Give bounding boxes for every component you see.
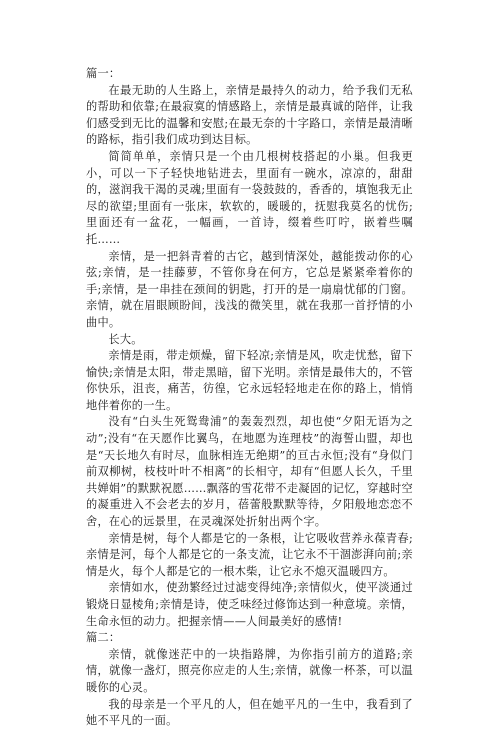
paragraph: 亲情，是一把斜青着的古它，越到情深处，越能拨动你的心弦;亲情，是一挂藤萝，不管你身在何方，它总是紧紧牵着你的手;亲情，是一串挂在颈间的钥匙，打开的是一扇扇忧郁的门窗。亲情，就在眉眼顾盼间，浅浅的微笑里，就在我那一首抒情的小曲中。 bbox=[86, 249, 413, 329]
paragraph: 亲情，就像迷茫中的一块指路牌，为你指引前方的道路;亲情，就像一盏灯，照亮你应走的人生;亲情，就像一杯茶，可以温暖你的心灵。 bbox=[86, 647, 413, 694]
paragraph: 我的母亲是一个平凡的人，但在她平凡的一生中，我看到了她不平凡的一面。 bbox=[86, 697, 413, 728]
document-body bbox=[86, 66, 413, 730]
paragraph: 简简单单，亲情只是一个由几根树枝搭起的小巢。但我更小，可以一下子轻快地钻进去，里面有一碗水，凉凉的，甜甜的，滋润我干渴的灵魂;里面有一袋鼓鼓的，香香的，填饱我无止尽的欲望;里面有一张床，软软的，暖暖的，抚慰我莫名的忧伤;里面还有一盆花，一幅画，一首诗，缀着些叮咛，嵌着些嘱托…… bbox=[86, 149, 413, 246]
paragraph: 亲情是树，每个人都是它的一条根，让它吸收营养永葆青春;亲情是河，每个人都是它的一条支流，让它永不干涸澎湃向前;亲情是火，每个人都是它的一根木柴，让它永不熄灭温暖四方。 bbox=[86, 531, 413, 578]
paragraph: 亲情如水，使劲繁经过过滤变得纯净;亲情似火，使平淡通过锻烧日显棱角;亲情是诗，使乏味经过修饰达到一种意境。亲情，生命永恒的动力。把握亲情——人间最美好的感情! bbox=[86, 581, 413, 628]
paragraph: 没有“白头生死鸳鸯浦”的轰轰烈烈，却也使“夕阳无语为之动”;没有“在天愿作比翼鸟，在地愿为连理枝”的海誓山盟，却也是“天长地久有时尽，血脉相连无绝期”的亘古永恒;没有“身似门前双柳树，枝枝叶叶不相离”的长相守，却有“但愿人长久，千里共婵娟”的默默祝愿……飘落的雪花带不走凝固的记忆，穿越时空的凝重进入不会老去的岁月，蓓蕾般默默等待，夕阳般地恋恋不舍，在心的远景里，在灵魂深处折射出两个字。 bbox=[86, 415, 413, 529]
paragraph: 长大。 bbox=[108, 332, 143, 346]
paragraph: 亲情是雨，带走烦燥，留下轻凉;亲情是风，吹走忧愁，留下愉快;亲情是太阳，带走黑暗，留下光明。亲情是最伟大的，不管你快乐，沮丧，痛苦，彷徨，它永远轻轻地走在你的路上，悄悄地伴着你的一生。 bbox=[86, 349, 413, 412]
paragraph: 在最无助的人生路上，亲情是最持久的动力，给予我们无私的帮助和依靠;在最寂寞的情感路上，亲情是最真诚的陪伴，让我们感受到无比的温馨和安慰;在最无奈的十字路口，亲情是最清晰的路标，指引我们成功到达目标。 bbox=[86, 83, 413, 147]
section-heading-1: 篇一： bbox=[86, 67, 121, 80]
section-heading-2: 篇二： bbox=[86, 631, 121, 645]
